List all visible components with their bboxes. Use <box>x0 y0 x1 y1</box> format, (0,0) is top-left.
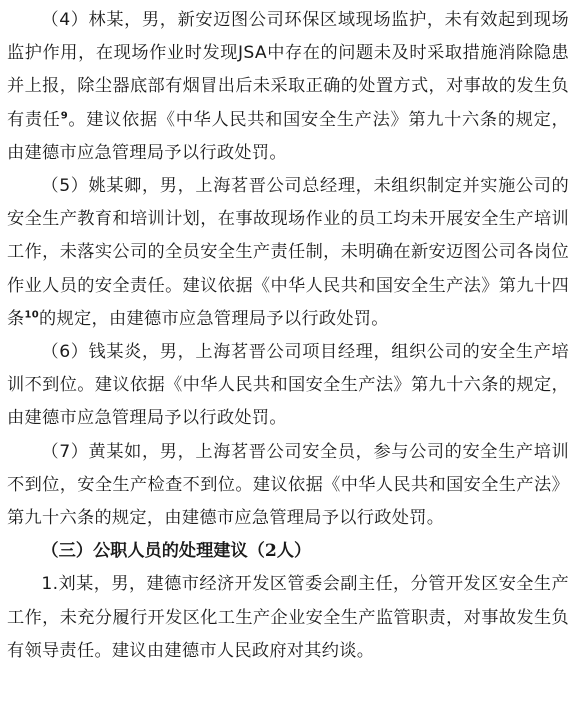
paragraph-qian <box>7 336 569 436</box>
paragraph-text: 1.刘某，男，建德市经济开发区管委会副主任，分管开发区安全生产工作，未充分履行开发区化工生产企业安全生产监管职责，对事故发生负有领导责任。建议由建德市人民政府对其约谈。 <box>7 574 569 661</box>
section-heading: （三）公职人员的处理建议（2人） <box>41 541 312 562</box>
paragraph-text: （6）钱某炎，男，上海茗晋公司项目经理，组织公司的安全生产培训不到位。建议依据《中华人民共和国安全生产法》第九十六条的规定，由建德市应急管理局予以行政处罚。 <box>7 342 569 429</box>
document-page <box>7 4 569 668</box>
footnote-marker[interactable]: 10 <box>24 309 40 321</box>
paragraph-text: 的规定，由建德市应急管理局予以行政处罚。 <box>39 308 389 329</box>
footnote-marker[interactable]: 9 <box>60 109 68 121</box>
paragraph-text: （4）林某，男，新安迈图公司环保区域现场监护，未有效起到现场监护作用，在现场作业时发现JSA中存在的问题未及时采取措施消除隐患并上报，除尘器底部有烟冒出后未采取正确的处置方式，对事故的发生负有责任 <box>7 10 569 130</box>
paragraph-liu <box>7 568 569 668</box>
paragraph-lin <box>7 4 569 170</box>
paragraph-yao <box>7 170 569 336</box>
paragraph-text: （5）姚某卿，男，上海茗晋公司总经理，未组织制定并实施公司的安全生产教育和培训计划，在事故现场作业的员工均未开展安全生产培训工作，未落实公司的全员安全生产责任制，未明确在新安迈图公司各岗位作业人员的安全责任。建议依据《中华人民共和国安全生产法》第九十四条 <box>7 176 569 329</box>
paragraph-huang <box>7 436 569 536</box>
paragraph-text: （7）黄某如，男，上海茗晋公司安全员，参与公司的安全生产培训不到位，安全生产检查不到位。建议依据《中华人民共和国安全生产法》第九十六条的规定，由建德市应急管理局予以行政处罚。 <box>7 441 569 529</box>
paragraph-text: 。建议依据《中华人民共和国安全生产法》第九十六条的规定，由建德市应急管理局予以行政处罚。 <box>7 109 569 163</box>
